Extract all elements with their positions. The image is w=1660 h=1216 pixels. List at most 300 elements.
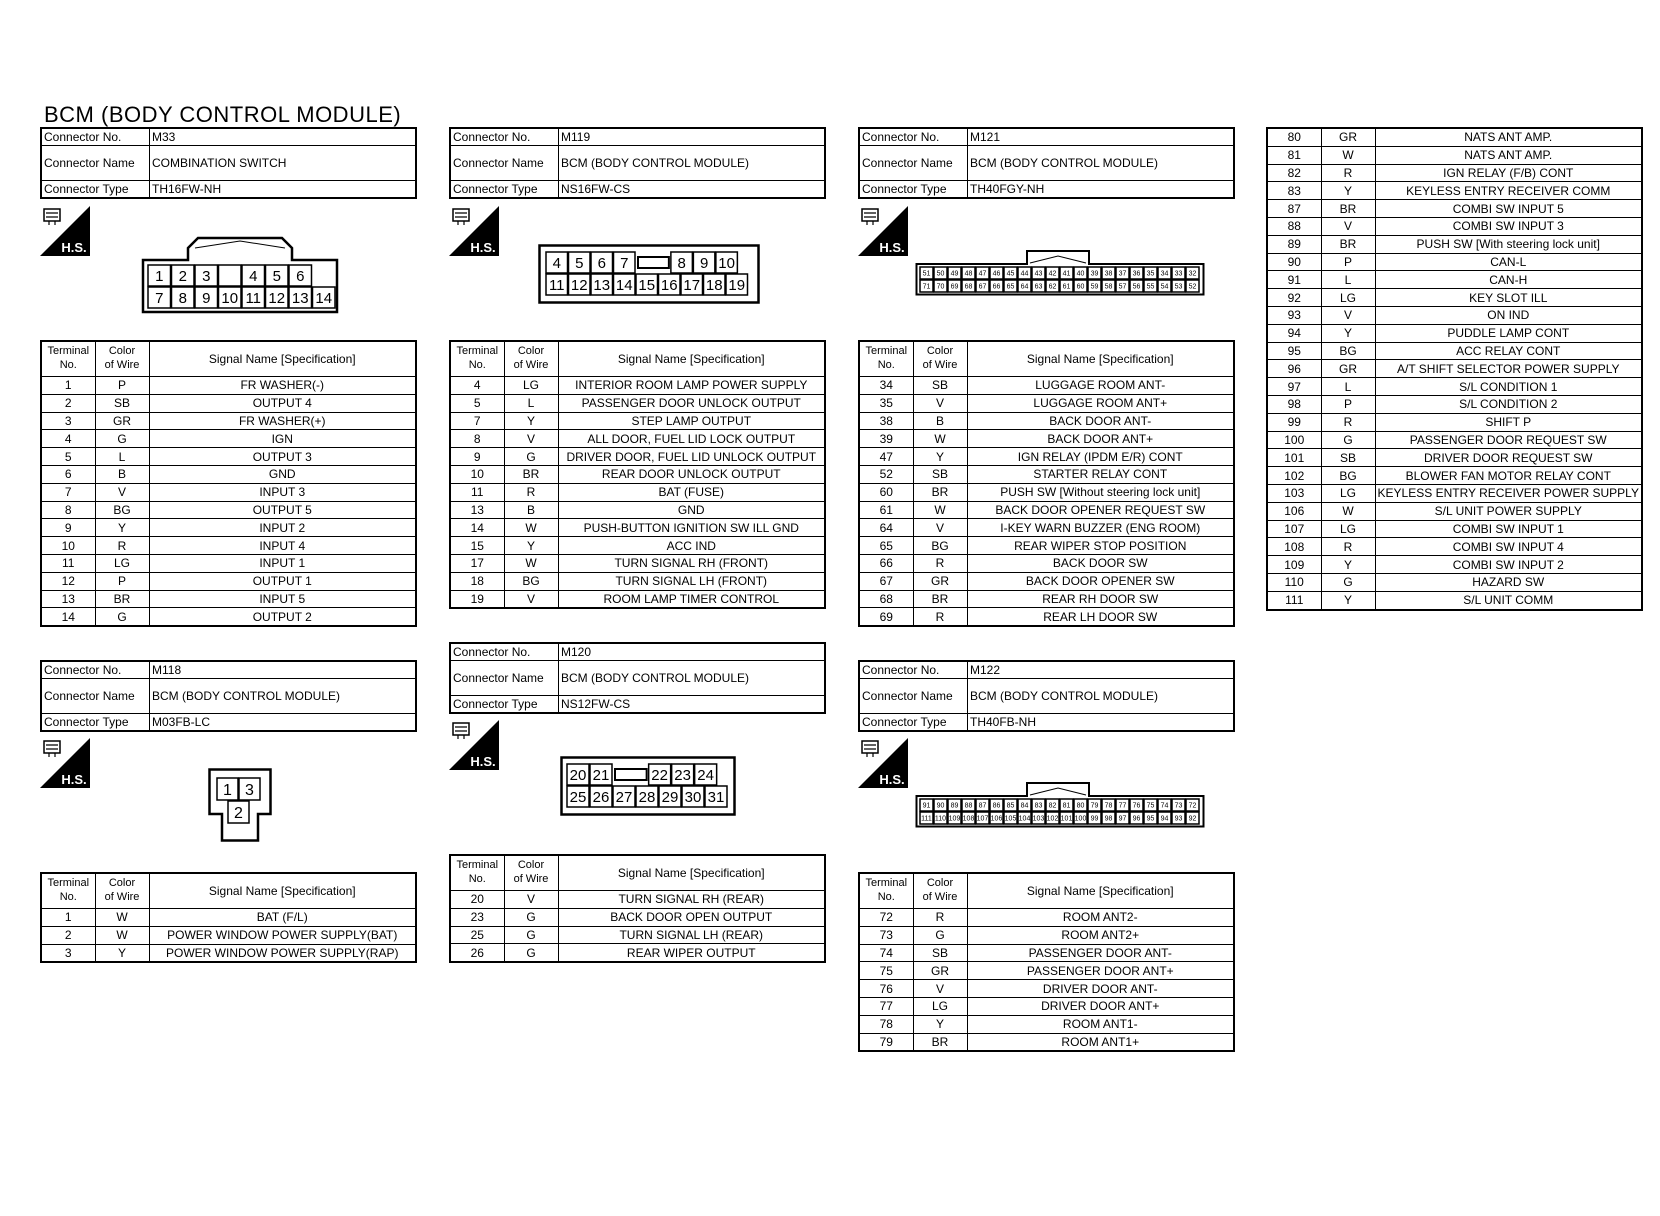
pin-table-m120 <box>449 854 826 963</box>
connector-pin-number: 18 <box>705 276 723 294</box>
table-row <box>859 590 1234 608</box>
terminal-number: 72 <box>859 909 913 927</box>
terminal-number: 96 <box>1267 360 1321 378</box>
connector-pin-number: 100 <box>1074 815 1087 823</box>
connector-pin-number: 93 <box>1174 815 1183 823</box>
connector-pin-number: 51 <box>922 270 931 278</box>
table-row <box>1267 413 1642 431</box>
connector-pin-number: 86 <box>992 802 1001 810</box>
wire-color: GR <box>1321 360 1375 378</box>
signal-name: KEYLESS ENTRY RECEIVER POWER SUPPLY <box>1375 484 1642 502</box>
signal-name: INPUT 1 <box>149 554 416 572</box>
connector-pin-number: 2 <box>234 804 243 822</box>
signal-name: ROOM ANT1+ <box>967 1033 1234 1051</box>
terminal-number: 67 <box>859 572 913 590</box>
connector-field-label: Connector Name <box>859 146 968 181</box>
wire-color: R <box>1321 538 1375 556</box>
wire-color: P <box>1321 395 1375 413</box>
connector-pin-number: 25 <box>569 788 587 806</box>
signal-name: BACK DOOR ANT+ <box>967 430 1234 448</box>
wire-color: LG <box>1321 289 1375 307</box>
signal-name: FR WASHER(-) <box>149 377 416 395</box>
connector-pin-number: 80 <box>1076 802 1085 810</box>
signal-name: COMBI SW INPUT 2 <box>1375 556 1642 574</box>
signal-name: ROOM LAMP TIMER CONTROL <box>558 590 825 608</box>
color-header-line1: Color <box>926 877 954 890</box>
wire-color: R <box>504 483 558 501</box>
terminal-number: 83 <box>1267 182 1321 200</box>
signal-name: KEY SLOT ILL <box>1375 289 1642 307</box>
wire-color: BR <box>1321 235 1375 253</box>
signal-name: ROOM ANT2- <box>967 909 1234 927</box>
table-row <box>1267 591 1642 609</box>
terminal-number: 7 <box>41 483 95 501</box>
connector-pin-number: 10 <box>221 289 239 307</box>
terminal-number: 111 <box>1267 591 1321 609</box>
signal-name: REAR LH DOOR SW <box>967 608 1234 626</box>
wire-color: Y <box>504 412 558 430</box>
connector-pin-number: 9 <box>699 254 709 272</box>
wire-color: Y <box>95 944 149 962</box>
terminal-number: 87 <box>1267 200 1321 218</box>
connector-pin-number: 15 <box>638 276 656 294</box>
connector-info-m119 <box>449 127 826 199</box>
terminal-number: 20 <box>450 891 504 909</box>
table-row <box>1267 289 1642 307</box>
connector-field-label: Connector Type <box>41 714 150 732</box>
signal-name: FR WASHER(+) <box>149 412 416 430</box>
connector-info-m121 <box>858 127 1235 199</box>
table-row <box>859 926 1234 944</box>
table-row <box>1267 271 1642 289</box>
terminal-number: 8 <box>41 501 95 519</box>
signal-name: SHIFT P <box>1375 413 1642 431</box>
terminal-number: 102 <box>1267 467 1321 485</box>
connector-face-m122 <box>915 780 1205 828</box>
table-row <box>859 980 1234 998</box>
wire-color: G <box>504 448 558 466</box>
terminal-header-line2: No. <box>59 891 77 903</box>
connector-name: BCM (BODY CONTROL MODULE) <box>150 679 417 714</box>
signal-name: POWER WINDOW POWER SUPPLY(RAP) <box>149 944 416 962</box>
connector-pin-number: 47 <box>978 270 987 278</box>
connector-info-m122 <box>858 660 1235 732</box>
connector-pin-number: 105 <box>1004 815 1017 823</box>
signal-name: REAR RH DOOR SW <box>967 590 1234 608</box>
color-header <box>95 873 149 909</box>
connector-pin-number: 56 <box>1132 283 1141 291</box>
table-row <box>859 448 1234 466</box>
connector-pin-number: 19 <box>728 276 746 294</box>
signal-name: BAT (F/L) <box>149 909 416 927</box>
terminal-number: 14 <box>450 519 504 537</box>
terminal-number: 98 <box>1267 395 1321 413</box>
connector-info-m120 <box>449 642 826 714</box>
terminal-header-line1: Terminal <box>47 345 90 358</box>
connector-pin-number: 60 <box>1076 283 1085 291</box>
signal-name: ALL DOOR, FUEL LID LOCK OUTPUT <box>558 430 825 448</box>
signal-name: POWER WINDOW POWER SUPPLY(BAT) <box>149 926 416 944</box>
signal-name: REAR WIPER STOP POSITION <box>967 537 1234 555</box>
terminal-number: 26 <box>450 944 504 962</box>
table-row <box>41 554 416 572</box>
table-row <box>859 430 1234 448</box>
connector-field-label: Connector No. <box>450 128 559 146</box>
table-row <box>450 501 825 519</box>
wire-color: R <box>1321 413 1375 431</box>
connector-pin-number: 11 <box>548 276 565 294</box>
table-row <box>1267 395 1642 413</box>
signal-name: BACK DOOR OPENER SW <box>967 572 1234 590</box>
terminal-number: 11 <box>450 483 504 501</box>
signal-name: OUTPUT 2 <box>149 608 416 626</box>
connector-pin-number: 109 <box>948 815 961 823</box>
terminal-number: 11 <box>41 554 95 572</box>
terminal-number: 91 <box>1267 271 1321 289</box>
signal-name: OUTPUT 1 <box>149 572 416 590</box>
table-row <box>450 412 825 430</box>
connector-pin-number: 9 <box>202 289 211 307</box>
connector-pin-number: 83 <box>1034 802 1043 810</box>
connector-pin-number: 84 <box>1020 802 1029 810</box>
connector-pin-number: 3 <box>245 781 254 799</box>
signal-name: REAR WIPER OUTPUT <box>558 944 825 962</box>
signal-name: BLOWER FAN MOTOR RELAY CONT <box>1375 467 1642 485</box>
terminal-header <box>450 341 504 377</box>
terminal-header <box>41 341 95 377</box>
terminal-number: 77 <box>859 997 913 1015</box>
signal-name: LUGGAGE ROOM ANT+ <box>967 394 1234 412</box>
signal-name: TURN SIGNAL RH (REAR) <box>558 891 825 909</box>
connector-pin-number: 58 <box>1104 283 1113 291</box>
connector-pin-number: 5 <box>272 267 281 285</box>
wire-color: R <box>95 537 149 555</box>
signal-name: PUDDLE LAMP CONT <box>1375 324 1642 342</box>
table-row <box>450 590 825 608</box>
connector-type: TH40FB-NH <box>968 714 1235 732</box>
connector-pin-number: 88 <box>964 802 973 810</box>
table-row <box>1267 502 1642 520</box>
connector-pin-number: 34 <box>1160 270 1169 278</box>
connector-pin-number: 49 <box>950 270 959 278</box>
terminal-number: 9 <box>41 519 95 537</box>
table-row <box>41 430 416 448</box>
table-row <box>1267 538 1642 556</box>
terminal-number: 89 <box>1267 235 1321 253</box>
connector-pin-number: 65 <box>1006 283 1015 291</box>
connector-field-label: Connector No. <box>41 128 150 146</box>
connector-pin-number: 41 <box>1062 270 1071 278</box>
connector-number: M120 <box>559 643 826 661</box>
signal-name: GND <box>558 501 825 519</box>
wire-color: P <box>95 377 149 395</box>
connector-pin-number: 73 <box>1174 802 1183 810</box>
connector-pin-number: 13 <box>291 289 309 307</box>
terminal-number: 64 <box>859 519 913 537</box>
table-row <box>450 572 825 590</box>
connector-pin-number: 110 <box>934 815 947 823</box>
signal-name: ROOM ANT1- <box>967 1015 1234 1033</box>
connector-name: BCM (BODY CONTROL MODULE) <box>968 146 1235 181</box>
signal-name: PUSH-BUTTON IGNITION SW ILL GND <box>558 519 825 537</box>
connector-pin-number: 97 <box>1118 815 1127 823</box>
terminal-header-line1: Terminal <box>456 345 499 358</box>
signal-header: Signal Name [Specification] <box>149 341 416 377</box>
signal-name: COMBI SW INPUT 1 <box>1375 520 1642 538</box>
connector-pin-number: 111 <box>921 815 932 823</box>
wire-color: SB <box>913 377 967 395</box>
table-row <box>1267 378 1642 396</box>
wire-color: SB <box>913 465 967 483</box>
signal-name: ACC RELAY CONT <box>1375 342 1642 360</box>
wire-color: R <box>1321 164 1375 182</box>
connector-pin-number: 103 <box>1032 815 1045 823</box>
table-row <box>41 926 416 944</box>
wire-color: SB <box>1321 449 1375 467</box>
signal-header: Signal Name [Specification] <box>967 341 1234 377</box>
terminal-number: 25 <box>450 926 504 944</box>
connector-pin-number: 36 <box>1132 270 1141 278</box>
table-row <box>859 608 1234 626</box>
wire-color: B <box>504 501 558 519</box>
signal-name: BAT (FUSE) <box>558 483 825 501</box>
connector-pin-number: 6 <box>597 254 606 272</box>
terminal-number: 73 <box>859 926 913 944</box>
harness-side-icon <box>858 738 908 788</box>
signal-name: NATS ANT AMP. <box>1375 128 1642 146</box>
table-row <box>450 448 825 466</box>
terminal-number: 99 <box>1267 413 1321 431</box>
wire-color: W <box>913 430 967 448</box>
connector-pin-number: 26 <box>592 788 610 806</box>
table-row <box>859 501 1234 519</box>
signal-header: Signal Name [Specification] <box>558 855 825 891</box>
table-row <box>859 465 1234 483</box>
signal-name: BACK DOOR SW <box>967 554 1234 572</box>
wire-color: BG <box>1321 467 1375 485</box>
terminal-number: 60 <box>859 483 913 501</box>
table-row <box>859 537 1234 555</box>
connector-face-m119 <box>538 244 760 304</box>
harness-side-icon <box>449 206 499 256</box>
connector-pin-number: 8 <box>178 289 187 307</box>
terminal-number: 1 <box>41 909 95 927</box>
harness-side-icon <box>449 720 499 770</box>
wire-color: B <box>95 465 149 483</box>
wire-color: V <box>913 519 967 537</box>
color-header-line2: of Wire <box>104 359 140 371</box>
table-row <box>450 394 825 412</box>
terminal-number: 97 <box>1267 378 1321 396</box>
terminal-number: 95 <box>1267 342 1321 360</box>
terminal-number: 3 <box>41 412 95 430</box>
connector-pin-number: 37 <box>1118 270 1127 278</box>
terminal-number: 109 <box>1267 556 1321 574</box>
connector-key-slot <box>615 769 647 780</box>
table-row <box>41 537 416 555</box>
wire-color: V <box>1321 217 1375 235</box>
signal-name: S/L CONDITION 1 <box>1375 378 1642 396</box>
terminal-number: 34 <box>859 377 913 395</box>
connector-pin-number: 76 <box>1132 802 1141 810</box>
wire-color: GR <box>913 572 967 590</box>
terminal-number: 106 <box>1267 502 1321 520</box>
connector-info-m118 <box>40 660 417 732</box>
terminal-number: 13 <box>450 501 504 519</box>
terminal-number: 47 <box>859 448 913 466</box>
connector-face-m121 <box>915 248 1205 296</box>
table-row <box>1267 182 1642 200</box>
color-header <box>504 855 558 891</box>
table-row <box>41 377 416 395</box>
signal-name: IGN RELAY (IPDM E/R) CONT <box>967 448 1234 466</box>
color-header <box>95 341 149 377</box>
connector-name: BCM (BODY CONTROL MODULE) <box>968 679 1235 714</box>
terminal-number: 8 <box>450 430 504 448</box>
color-header-line2: of Wire <box>513 359 549 371</box>
signal-name: HAZARD SW <box>1375 573 1642 591</box>
wire-color: G <box>913 926 967 944</box>
terminal-number: 3 <box>41 944 95 962</box>
connector-pin-number: 95 <box>1146 815 1155 823</box>
signal-name: PUSH SW [Without steering lock unit] <box>967 483 1234 501</box>
signal-header: Signal Name [Specification] <box>558 341 825 377</box>
terminal-number: 19 <box>450 590 504 608</box>
terminal-number: 17 <box>450 554 504 572</box>
wire-color: W <box>913 501 967 519</box>
connector-pin-number: 101 <box>1060 815 1073 823</box>
connector-pin-number: 20 <box>569 766 587 784</box>
connector-field-label: Connector Name <box>41 146 150 181</box>
connector-pin-number: 68 <box>964 283 973 291</box>
color-header-line1: Color <box>108 345 136 358</box>
terminal-number: 66 <box>859 554 913 572</box>
connector-number: M118 <box>150 661 417 679</box>
signal-name: PUSH SW [With steering lock unit] <box>1375 235 1642 253</box>
color-header-line1: Color <box>517 859 545 872</box>
terminal-header-line1: Terminal <box>865 345 908 358</box>
connector-key-slot <box>638 257 669 268</box>
table-row <box>859 377 1234 395</box>
color-header-line2: of Wire <box>104 891 140 903</box>
wire-color: GR <box>1321 128 1375 146</box>
terminal-number: 9 <box>450 448 504 466</box>
pin-table-m119 <box>449 340 826 609</box>
connector-type: NS12FW-CS <box>559 696 826 714</box>
connector-field-label: Connector Type <box>859 181 968 199</box>
pin-table-m121 <box>858 340 1235 627</box>
wire-color: LG <box>1321 484 1375 502</box>
connector-pin-number: 85 <box>1006 802 1015 810</box>
connector-pin-number: 21 <box>592 766 610 784</box>
harness-side-label: H.S. <box>61 772 87 787</box>
wire-color: V <box>1321 306 1375 324</box>
terminal-number: 110 <box>1267 573 1321 591</box>
connector-field-label: Connector Type <box>41 181 150 199</box>
wire-color: W <box>504 554 558 572</box>
signal-name: INPUT 2 <box>149 519 416 537</box>
connector-pin-number: 53 <box>1174 283 1183 291</box>
connector-field-label: Connector Type <box>859 714 968 732</box>
wire-color: Y <box>1321 182 1375 200</box>
signal-name: CAN-H <box>1375 271 1642 289</box>
connector-pin-number: 12 <box>268 289 286 307</box>
connector-number: M121 <box>968 128 1235 146</box>
wire-color: Y <box>1321 324 1375 342</box>
terminal-number: 80 <box>1267 128 1321 146</box>
connector-type: NS16FW-CS <box>559 181 826 199</box>
wire-color: BG <box>913 537 967 555</box>
table-row <box>1267 431 1642 449</box>
wire-color: BG <box>1321 342 1375 360</box>
table-row <box>450 430 825 448</box>
connector-pin-number: 43 <box>1034 270 1043 278</box>
terminal-number: 13 <box>41 590 95 608</box>
wire-color: V <box>504 590 558 608</box>
connector-field-label: Connector Name <box>450 146 559 181</box>
wire-color: BG <box>95 501 149 519</box>
connector-pin-number: 91 <box>922 802 931 810</box>
connector-type: TH16FW-NH <box>150 181 417 199</box>
signal-name: OUTPUT 5 <box>149 501 416 519</box>
connector-pin-number: 38 <box>1104 270 1113 278</box>
connector-field-label: Connector Type <box>450 181 559 199</box>
wire-color: GR <box>95 412 149 430</box>
color-header <box>504 341 558 377</box>
connector-face-m33 <box>140 232 340 314</box>
terminal-number: 100 <box>1267 431 1321 449</box>
table-row <box>859 944 1234 962</box>
signal-header: Signal Name [Specification] <box>149 873 416 909</box>
signal-name: DRIVER DOOR, FUEL LID UNLOCK OUTPUT <box>558 448 825 466</box>
terminal-number: 82 <box>1267 164 1321 182</box>
table-row <box>41 608 416 626</box>
signal-name: ON IND <box>1375 306 1642 324</box>
terminal-header-line2: No. <box>877 359 895 371</box>
wire-color: G <box>1321 431 1375 449</box>
table-row <box>1267 253 1642 271</box>
connector-pin-number: 42 <box>1048 270 1057 278</box>
terminal-number: 103 <box>1267 484 1321 502</box>
connector-pin-number: 12 <box>570 276 588 294</box>
terminal-number: 88 <box>1267 217 1321 235</box>
table-row <box>450 944 825 962</box>
wire-color: V <box>504 891 558 909</box>
table-row <box>1267 235 1642 253</box>
wire-color: L <box>95 448 149 466</box>
terminal-number: 65 <box>859 537 913 555</box>
harness-side-icon <box>40 738 90 788</box>
terminal-number: 15 <box>450 537 504 555</box>
terminal-number: 81 <box>1267 146 1321 164</box>
table-row <box>450 554 825 572</box>
connector-pin-number: 69 <box>950 283 959 291</box>
connector-number: M33 <box>150 128 417 146</box>
table-row <box>450 519 825 537</box>
connector-empty-cell <box>219 265 242 286</box>
connector-pin-number: 13 <box>593 276 611 294</box>
signal-name: GND <box>149 465 416 483</box>
terminal-number: 2 <box>41 394 95 412</box>
connector-pin-number: 2 <box>178 267 187 285</box>
connector-pin-number: 71 <box>922 283 931 291</box>
connector-pin-number: 81 <box>1062 802 1071 810</box>
signal-name: A/T SHIFT SELECTOR POWER SUPPLY <box>1375 360 1642 378</box>
table-row <box>859 554 1234 572</box>
signal-name: REAR DOOR UNLOCK OUTPUT <box>558 465 825 483</box>
signal-name: S/L UNIT POWER SUPPLY <box>1375 502 1642 520</box>
signal-name: LUGGAGE ROOM ANT- <box>967 377 1234 395</box>
